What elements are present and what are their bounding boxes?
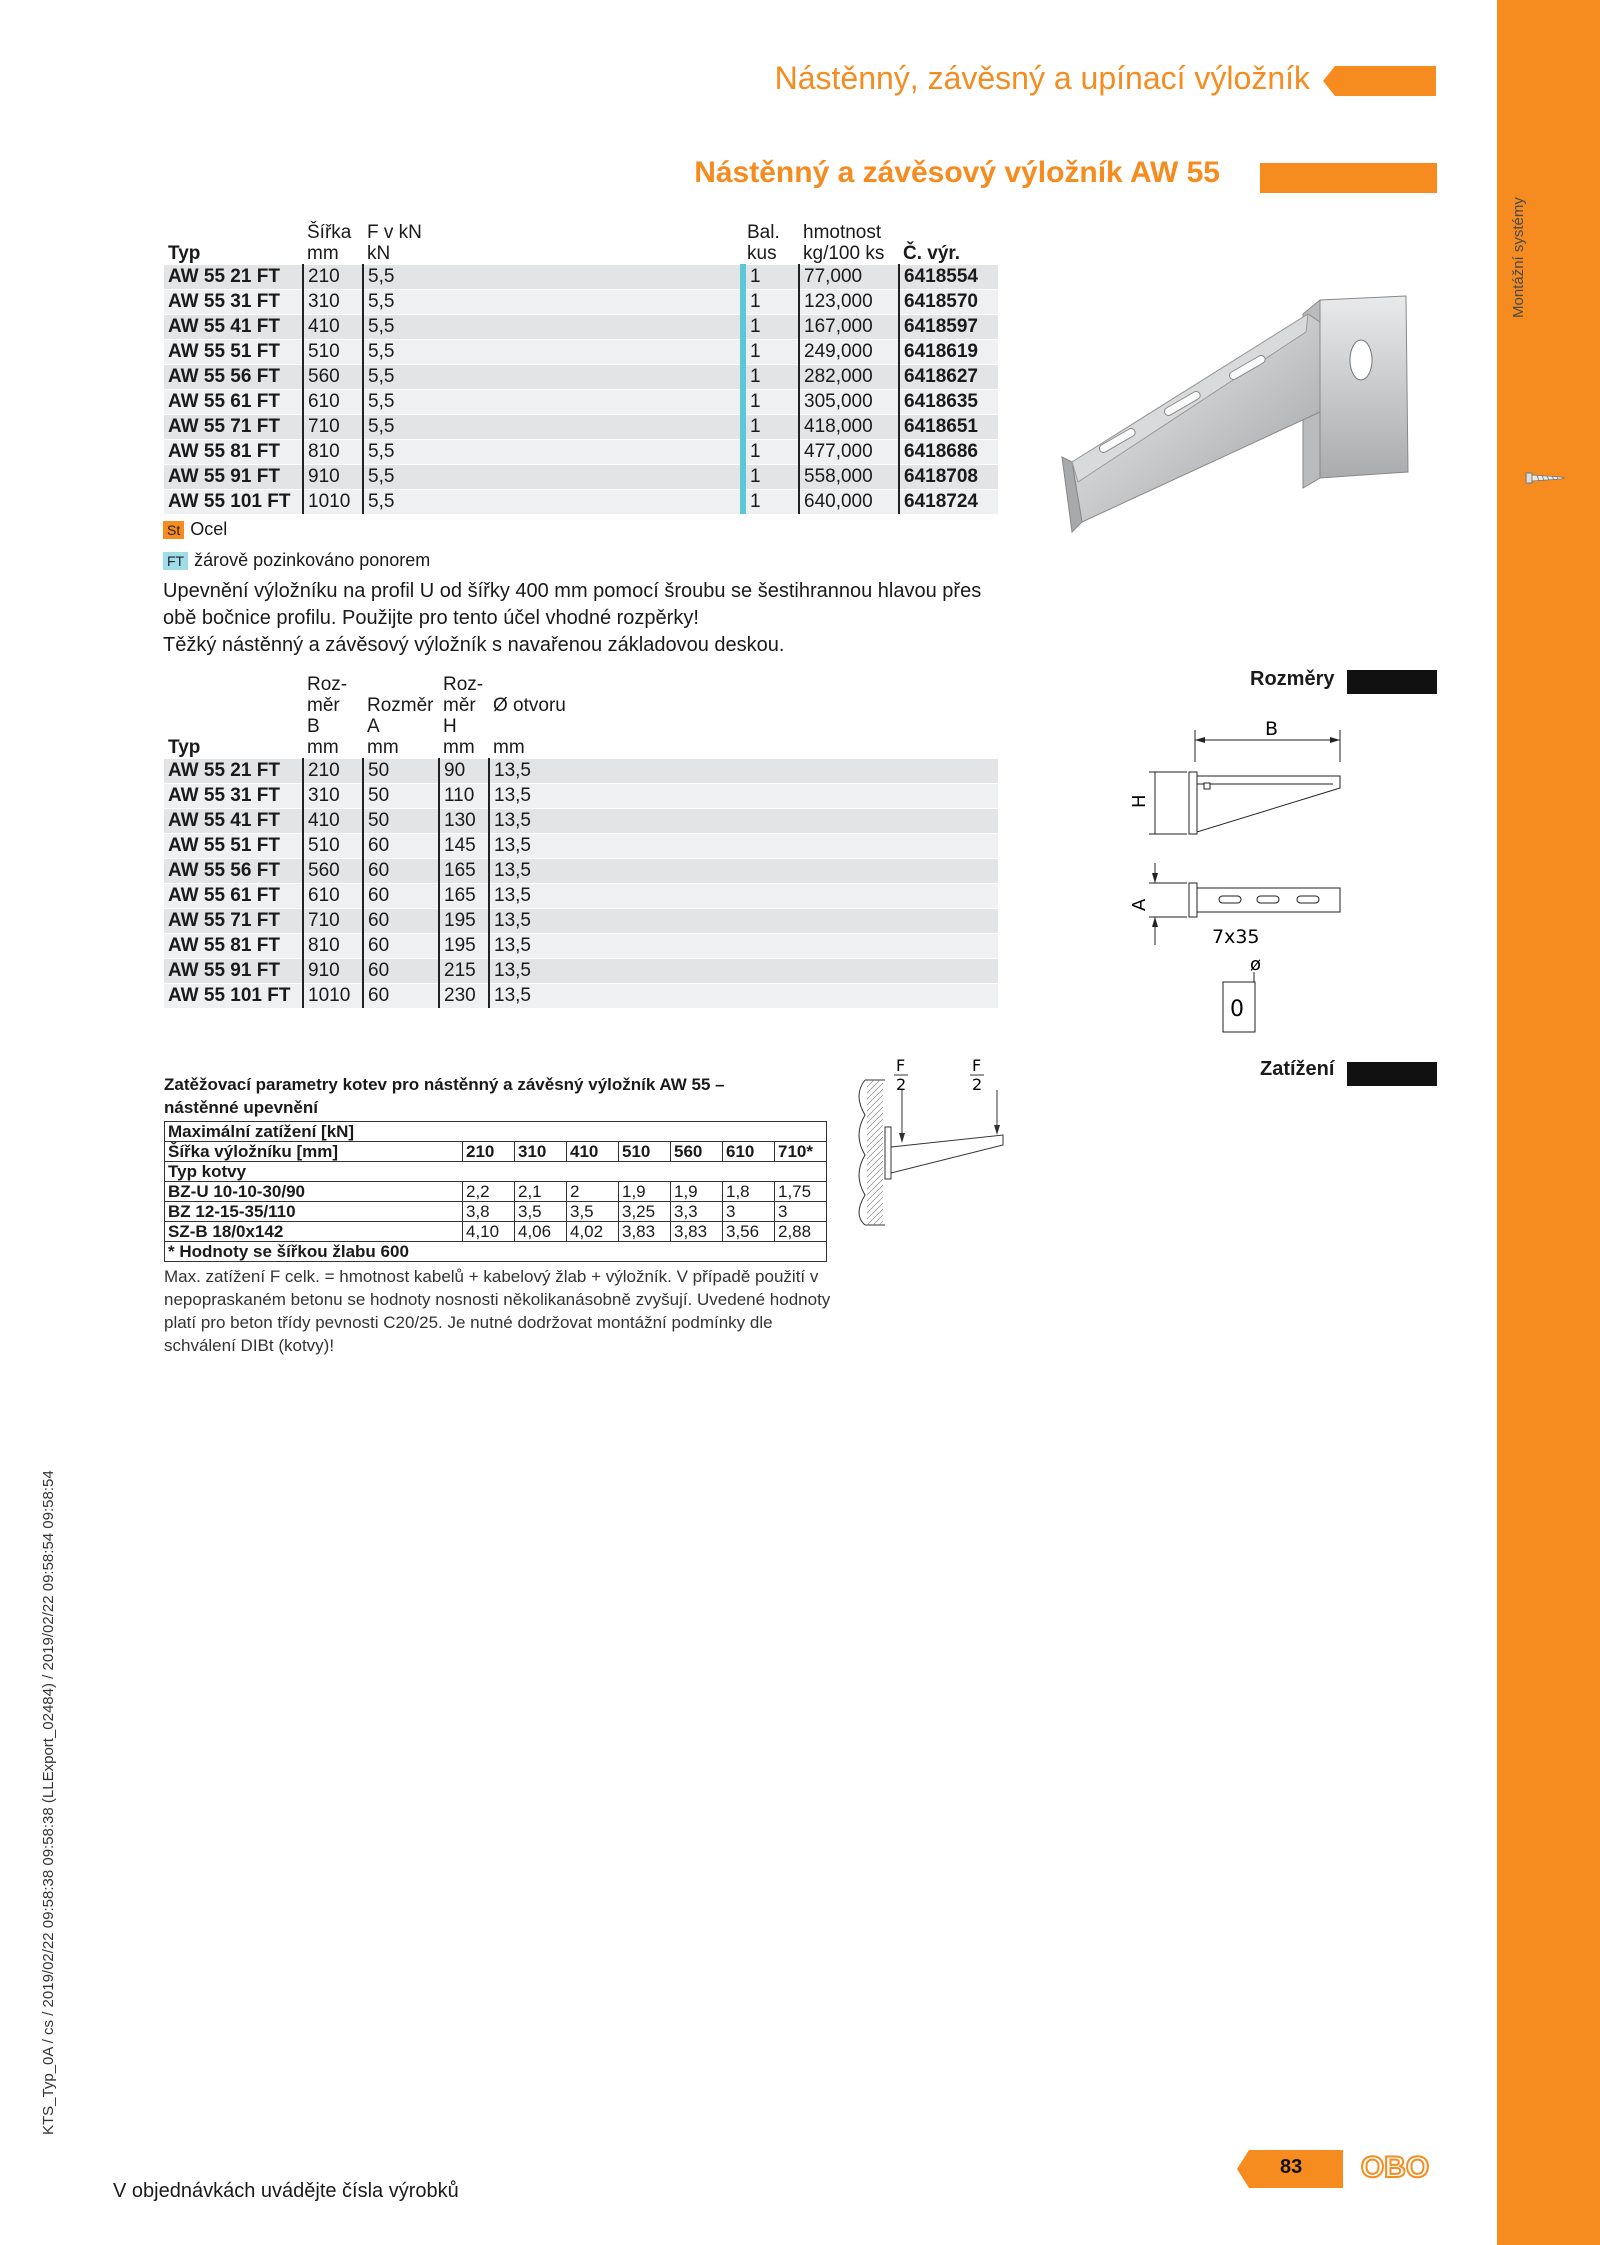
load-footnote: * Hodnoty se šířkou žlabu 600 — [165, 1242, 827, 1262]
dimension-row — [164, 984, 998, 1009]
cell-a: 60 — [363, 934, 439, 959]
load-note: Max. zatížení F celk. = hmotnost kabelů + kabelový žlab + výložník. V případě použití v nepopraskaném betonu se hodnoty nosnosti několikanásobně zvyšují. Uvedené hodnoty platí pro beton třídy pevnosti C20/25. Je nutné dodržovat montážní podmínky dle schválení DIBt (kotvy)! — [164, 1267, 831, 1355]
load-width-cell: 310 — [515, 1142, 567, 1162]
cantilever-bracket-photo — [1058, 292, 1418, 547]
force-left-den: 2 — [896, 1075, 907, 1094]
cell-weight: 167,000 — [799, 315, 899, 340]
load-value: 1,75 — [775, 1182, 827, 1202]
header-pack-unit: kus — [747, 243, 777, 264]
cell-pack: 1 — [743, 440, 799, 465]
cell-type: AW 55 81 FT — [164, 440, 303, 465]
product-row — [164, 315, 998, 340]
cell-b: 210 — [303, 759, 363, 784]
anchor-name: SZ-B 18/0x142 — [165, 1222, 463, 1242]
cell-type: AW 55 41 FT — [164, 315, 303, 340]
cell-article: 6418708 — [899, 465, 998, 490]
header-width: Šířka — [307, 222, 352, 243]
header-weight: hmotnost — [803, 222, 882, 243]
force-right-num: F — [972, 1056, 982, 1075]
cell-article: 6418627 — [899, 365, 998, 390]
cell-pack: 1 — [743, 465, 799, 490]
header-weight-unit: kg/100 ks — [803, 243, 885, 264]
header-b-2: měr — [307, 695, 340, 716]
cell-width: 210 — [303, 265, 363, 290]
cell-h: 230 — [439, 984, 489, 1009]
screw-icon — [1525, 470, 1565, 486]
cell-article: 6418686 — [899, 440, 998, 465]
cell-width: 560 — [303, 365, 363, 390]
cell-type: AW 55 31 FT — [164, 784, 303, 809]
dimensions-label: Rozměry — [1250, 668, 1335, 690]
cell-weight: 640,000 — [799, 490, 899, 515]
cell-weight: 77,000 — [799, 265, 899, 290]
cell-h: 215 — [439, 959, 489, 984]
cell-type: AW 55 21 FT — [164, 759, 303, 784]
cell-pack: 1 — [743, 290, 799, 315]
header-a-1: Rozměr — [367, 695, 434, 716]
dimension-row — [164, 834, 998, 859]
dimension-drawing — [1115, 710, 1355, 1055]
load-value: 3,8 — [463, 1202, 515, 1222]
load-value: 4,06 — [515, 1222, 567, 1242]
cell-type: AW 55 91 FT — [164, 959, 303, 984]
cell-force: 5,5 — [363, 390, 743, 415]
cell-article: 6418597 — [899, 315, 998, 340]
cell-force: 5,5 — [363, 365, 743, 390]
dimension-row — [164, 784, 998, 809]
header-h-3: H — [443, 716, 457, 737]
cell-type: AW 55 56 FT — [164, 365, 303, 390]
cell-d: 13,5 — [489, 884, 998, 909]
force-left-num: F — [896, 1056, 906, 1075]
cell-type: AW 55 61 FT — [164, 884, 303, 909]
cell-width: 810 — [303, 440, 363, 465]
cell-force: 5,5 — [363, 315, 743, 340]
cell-article: 6418651 — [899, 415, 998, 440]
cell-type: AW 55 56 FT — [164, 859, 303, 884]
header-h-unit: mm — [443, 737, 475, 758]
cell-a: 60 — [363, 959, 439, 984]
cell-a: 60 — [363, 984, 439, 1009]
cell-d: 13,5 — [489, 934, 998, 959]
product-row — [164, 465, 998, 490]
cell-width: 610 — [303, 390, 363, 415]
load-row — [165, 1182, 827, 1202]
load-anchor-label: Typ kotvy — [165, 1162, 827, 1182]
legend-galv-text: žárově pozinkováno ponorem — [194, 550, 431, 570]
cell-h: 130 — [439, 809, 489, 834]
legend-galv-code: FT — [163, 552, 188, 570]
load-value: 3 — [775, 1202, 827, 1222]
drawing-label-h: H — [1129, 794, 1150, 808]
description-1: Upevnění výložníku na profil U od šířky 400 mm pomocí šroubu se šestihrannou hlavou přes obě bočnice profilu. Použijte pro tento účel vhodné rozpěrky! — [163, 580, 982, 629]
anchor-name: BZ 12-15-35/110 — [165, 1202, 463, 1222]
load-width-cell: 210 — [463, 1142, 515, 1162]
load-width-cell: 510 — [619, 1142, 671, 1162]
header-article: Č. výr. — [903, 243, 961, 264]
cell-pack: 1 — [743, 315, 799, 340]
cell-type: AW 55 101 FT — [164, 490, 303, 515]
cell-article: 6418554 — [899, 265, 998, 290]
load-value: 3,5 — [515, 1202, 567, 1222]
load-value: 4,02 — [567, 1222, 619, 1242]
product-row — [164, 265, 998, 290]
load-width-label: Šířka výložníku [mm] — [165, 1142, 463, 1162]
cell-d: 13,5 — [489, 809, 998, 834]
cell-a: 60 — [363, 884, 439, 909]
cell-b: 560 — [303, 859, 363, 884]
cell-d: 13,5 — [489, 909, 998, 934]
cell-h: 145 — [439, 834, 489, 859]
product-row — [164, 365, 998, 390]
cell-type: AW 55 51 FT — [164, 340, 303, 365]
anchor-name: BZ-U 10-10-30/90 — [165, 1182, 463, 1202]
load-width-cell: 710* — [775, 1142, 827, 1162]
cell-width: 910 — [303, 465, 363, 490]
cell-d: 13,5 — [489, 759, 998, 784]
load-value: 1,9 — [671, 1182, 723, 1202]
drawing-label-b: B — [1265, 718, 1279, 740]
cell-pack: 1 — [743, 390, 799, 415]
cell-weight: 282,000 — [799, 365, 899, 390]
cell-d: 13,5 — [489, 984, 998, 1009]
side-section-label: Montážní systémy — [1510, 197, 1527, 318]
cell-width: 710 — [303, 415, 363, 440]
description-2: Těžký nástěnný a závěsový výložník s navařenou základovou deskou. — [163, 634, 785, 656]
load-value: 3,83 — [671, 1222, 723, 1242]
legend-steel-code: St — [163, 521, 184, 539]
cell-article: 6418724 — [899, 490, 998, 515]
header-a-2: A — [367, 716, 380, 737]
cell-width: 410 — [303, 315, 363, 340]
cell-type: AW 55 31 FT — [164, 290, 303, 315]
cell-article: 6418570 — [899, 290, 998, 315]
load-value: 3 — [723, 1202, 775, 1222]
cell-b: 410 — [303, 809, 363, 834]
cell-b: 810 — [303, 934, 363, 959]
load-value: 2 — [567, 1182, 619, 1202]
cell-weight: 558,000 — [799, 465, 899, 490]
cell-a: 60 — [363, 909, 439, 934]
product-title-bar — [1260, 163, 1437, 193]
cell-b: 710 — [303, 909, 363, 934]
cell-pack: 1 — [743, 415, 799, 440]
cell-weight: 305,000 — [799, 390, 899, 415]
header-type: Typ — [168, 243, 201, 264]
cell-weight: 477,000 — [799, 440, 899, 465]
header-d-1: Ø otvoru — [493, 695, 566, 716]
cell-article: 6418619 — [899, 340, 998, 365]
chapter-title: Nástěnný, závěsný a upínací výložník — [774, 60, 1310, 96]
load-row — [165, 1202, 827, 1222]
cell-type: AW 55 51 FT — [164, 834, 303, 859]
dimension-row — [164, 909, 998, 934]
legend-galvanized — [163, 550, 430, 571]
product-row — [164, 490, 998, 515]
load-value: 1,8 — [723, 1182, 775, 1202]
cell-force: 5,5 — [363, 415, 743, 440]
load-value: 3,56 — [723, 1222, 775, 1242]
product-row — [164, 290, 998, 315]
header-a-unit: mm — [367, 737, 399, 758]
load-value: 2,1 — [515, 1182, 567, 1202]
product-row — [164, 440, 998, 465]
dimension-row — [164, 959, 998, 984]
dimension-row — [164, 809, 998, 834]
header-pack: Bal. — [747, 222, 780, 243]
product-title: Nástěnný a závěsový výložník AW 55 — [694, 156, 1220, 189]
load-width-cell: 410 — [567, 1142, 619, 1162]
drawing-label-a: A — [1129, 898, 1150, 911]
cell-h: 165 — [439, 884, 489, 909]
load-value: 4,10 — [463, 1222, 515, 1242]
cell-a: 50 — [363, 759, 439, 784]
cell-b: 610 — [303, 884, 363, 909]
dimension-row — [164, 884, 998, 909]
cell-h: 110 — [439, 784, 489, 809]
load-value: 3,25 — [619, 1202, 671, 1222]
cell-a: 50 — [363, 784, 439, 809]
header-b-3: B — [307, 716, 320, 737]
cell-force: 5,5 — [363, 465, 743, 490]
chapter-tab-marker — [1323, 66, 1436, 96]
header-width-unit: mm — [307, 243, 339, 264]
cell-force: 5,5 — [363, 265, 743, 290]
side-band — [1497, 0, 1600, 2245]
cell-d: 13,5 — [489, 784, 998, 809]
load-width-cell: 560 — [671, 1142, 723, 1162]
cell-h: 90 — [439, 759, 489, 784]
load-bar — [1347, 1062, 1437, 1086]
dimensions-bar — [1347, 670, 1437, 694]
load-title: Zatěžovací parametry kotev pro nástěnný a závěsný výložník AW 55 – nástěnné upevnění — [164, 1075, 725, 1117]
cell-type: AW 55 61 FT — [164, 390, 303, 415]
load-value: 3,3 — [671, 1202, 723, 1222]
legend-steel-text: Ocel — [190, 519, 228, 539]
load-value: 2,88 — [775, 1222, 827, 1242]
cell-article: 6418635 — [899, 390, 998, 415]
header-h-2: měr — [443, 695, 476, 716]
load-value: 1,9 — [619, 1182, 671, 1202]
header-b-1: Roz- — [307, 674, 348, 695]
cell-pack: 1 — [743, 340, 799, 365]
drawing-hole-label: 0 — [1230, 997, 1244, 1022]
cell-a: 60 — [363, 834, 439, 859]
logo-text: OBO — [1360, 2151, 1430, 2184]
force-right-den: 2 — [972, 1075, 983, 1094]
drawing-dia-label: ø — [1250, 954, 1262, 975]
cell-type: AW 55 21 FT — [164, 265, 303, 290]
page-number: 83 — [1280, 2156, 1303, 2178]
dimension-row — [164, 859, 998, 884]
cell-type: AW 55 91 FT — [164, 465, 303, 490]
cell-d: 13,5 — [489, 959, 998, 984]
product-table — [164, 222, 998, 514]
cell-weight: 123,000 — [799, 290, 899, 315]
header-h-1: Roz- — [443, 674, 484, 695]
cell-h: 195 — [439, 909, 489, 934]
load-max-label: Maximální zatížení [kN] — [165, 1122, 827, 1142]
load-diagram — [845, 1055, 1015, 1235]
cell-b: 910 — [303, 959, 363, 984]
load-value: 2,2 — [463, 1182, 515, 1202]
cell-h: 165 — [439, 859, 489, 884]
legend-steel — [163, 519, 227, 540]
cell-weight: 249,000 — [799, 340, 899, 365]
cell-width: 310 — [303, 290, 363, 315]
cell-type: AW 55 71 FT — [164, 415, 303, 440]
obo-logo — [1355, 2149, 1435, 2185]
header-b-unit: mm — [307, 737, 339, 758]
cell-type: AW 55 81 FT — [164, 934, 303, 959]
product-row — [164, 390, 998, 415]
cell-force: 5,5 — [363, 340, 743, 365]
cell-pack: 1 — [743, 365, 799, 390]
print-metadata: KTS_Typ_0A / cs / 2019/02/22 09:58:38 09:58:38 (LLExport_02484) / 2019/02/22 09:58:54 09:58:54 — [40, 1470, 57, 2135]
load-label: Zatížení — [1260, 1058, 1335, 1080]
header-force-unit: kN — [367, 243, 391, 264]
load-width-cell: 610 — [723, 1142, 775, 1162]
product-row — [164, 340, 998, 365]
cell-force: 5,5 — [363, 290, 743, 315]
load-value: 3,83 — [619, 1222, 671, 1242]
header-d-unit: mm — [493, 737, 525, 758]
cell-type: AW 55 41 FT — [164, 809, 303, 834]
cell-b: 510 — [303, 834, 363, 859]
cell-width: 510 — [303, 340, 363, 365]
dimension-table — [164, 674, 998, 1008]
load-value: 3,5 — [567, 1202, 619, 1222]
cell-width: 1010 — [303, 490, 363, 515]
cell-force: 5,5 — [363, 490, 743, 515]
dimension-row — [164, 759, 998, 784]
cell-a: 60 — [363, 859, 439, 884]
load-table — [164, 1121, 827, 1262]
load-row — [165, 1222, 827, 1242]
cell-a: 50 — [363, 809, 439, 834]
cell-b: 1010 — [303, 984, 363, 1009]
cell-weight: 418,000 — [799, 415, 899, 440]
order-note: V objednávkách uvádějte čísla výrobků — [113, 2180, 459, 2202]
drawing-slot-label: 7x35 — [1212, 926, 1260, 948]
cell-pack: 1 — [743, 265, 799, 290]
cell-force: 5,5 — [363, 440, 743, 465]
product-row — [164, 415, 998, 440]
header-type-2: Typ — [168, 737, 201, 758]
cell-type: AW 55 71 FT — [164, 909, 303, 934]
cell-h: 195 — [439, 934, 489, 959]
header-force: F v kN — [367, 222, 422, 243]
cell-pack: 1 — [743, 490, 799, 515]
cell-type: AW 55 101 FT — [164, 984, 303, 1009]
dimension-row — [164, 934, 998, 959]
cell-d: 13,5 — [489, 834, 998, 859]
cell-b: 310 — [303, 784, 363, 809]
cell-d: 13,5 — [489, 859, 998, 884]
